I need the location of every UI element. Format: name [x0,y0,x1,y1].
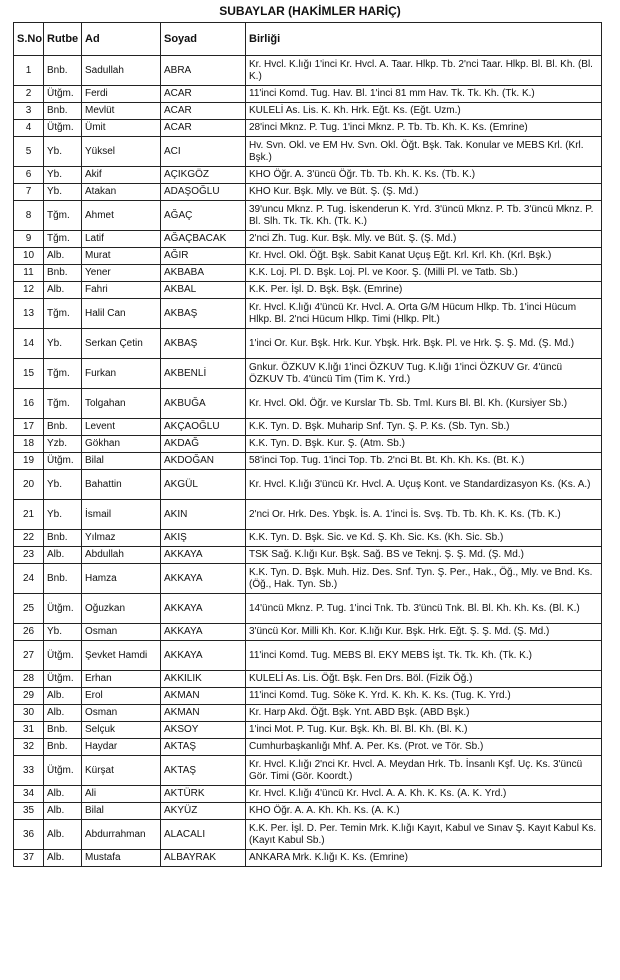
unit-cell: 11'inci Komd. Tug. MEBS Bl. EKY MEBS İşt. Tk. Tk. Kh. (Tk. K.) [246,641,602,671]
table-body [14,56,602,867]
unit-cell: K.K. Tyn. D. Bşk. Muharip Snf. Tyn. Ş. P. Ks. (Sb. Tyn. Sb.) [246,419,602,436]
header-unit: Birliği [246,23,602,56]
unit-cell: 2'nci Zh. Tug. Kur. Bşk. Mly. ve Büt. Ş. (Ş. Md.) [246,231,602,248]
personnel-table [13,22,602,867]
serial-number-cell: 4 [14,120,44,137]
serial-number-cell: 36 [14,820,44,850]
unit-cell: 11'inci Komd. Tug. Söke K. Yrd. K. Kh. K. Ks. (Tug. K. Yrd.) [246,688,602,705]
surname-cell: AKBAŞ [161,299,246,329]
unit-cell: 1'inci Mot. P. Tug. Kur. Bşk. Kh. Bl. Bl. Kh. (Bl. K.) [246,722,602,739]
rank-cell: Bnb. [44,530,82,547]
rank-cell: Tğm. [44,359,82,389]
first-name-cell: Bahattin [82,470,161,500]
rank-cell: Alb. [44,820,82,850]
surname-cell: AKKILIK [161,671,246,688]
table-row [14,453,602,470]
first-name-cell: Osman [82,624,161,641]
first-name-cell: Fahri [82,282,161,299]
table-row [14,820,602,850]
surname-cell: AKKAYA [161,641,246,671]
rank-cell: Yb. [44,500,82,530]
surname-cell: AÇIKGÖZ [161,167,246,184]
surname-cell: AKSOY [161,722,246,739]
table-row [14,120,602,137]
serial-number-cell: 15 [14,359,44,389]
unit-cell: Kr. Hvcl. Okl. Öğr. ve Kurslar Tb. Sb. Tml. Kurs Bl. Bl. Kh. (Kursiyer Sb.) [246,389,602,419]
serial-number-cell: 23 [14,547,44,564]
unit-cell: K.K. Tyn. D. Bşk. Muh. Hiz. Des. Snf. Tyn. Ş. Per., Hak., Öğ., Mly. ve Bnd. Ks. (Öğ., Hak. Tyn. Sb.) [246,564,602,594]
table-row [14,201,602,231]
first-name-cell: Kürşat [82,756,161,786]
serial-number-cell: 35 [14,803,44,820]
rank-cell: Tğm. [44,201,82,231]
table-row [14,231,602,248]
unit-cell: Cumhurbaşkanlığı Mhf. A. Per. Ks. (Prot. ve Tör. Sb.) [246,739,602,756]
first-name-cell: Serkan Çetin [82,329,161,359]
header-rank: Rutbe [44,23,82,56]
rank-cell: Ütğm. [44,641,82,671]
serial-number-cell: 24 [14,564,44,594]
unit-cell: Kr. Hvcl. K.lığı 3'üncü Kr. Hvcl. A. Uçuş Kont. ve Standardizasyon Ks. (Ks. A.) [246,470,602,500]
rank-cell: Alb. [44,786,82,803]
unit-cell: K.K. Per. İşl. D. Bşk. Bşk. (Emrine) [246,282,602,299]
rank-cell: Yb. [44,624,82,641]
first-name-cell: Bilal [82,803,161,820]
first-name-cell: Ahmet [82,201,161,231]
surname-cell: AKTAŞ [161,756,246,786]
serial-number-cell: 8 [14,201,44,231]
surname-cell: AKYÜZ [161,803,246,820]
serial-number-cell: 5 [14,137,44,167]
unit-cell: Kr. Hvcl. K.lığı 4'üncü Kr. Hvcl. A. Orta G/M Hücum Hlkp. Tb. 1'inci Hücum Hlkp. Bl. 2'nci Hücum Hlkp. Timi (Hlkp. Plt.) [246,299,602,329]
serial-number-cell: 1 [14,56,44,86]
rank-cell: Ütğm. [44,671,82,688]
first-name-cell: Yener [82,265,161,282]
table-row [14,56,602,86]
rank-cell: Yb. [44,167,82,184]
unit-cell: 3'üncü Kor. Milli Kh. Kor. K.lığı Kur. Bşk. Hrk. Eğt. Ş. Ş. Md. (Ş. Md.) [246,624,602,641]
table-row [14,137,602,167]
table-row [14,688,602,705]
table-row [14,803,602,820]
unit-cell: KHO Öğr. A. A. Kh. Kh. Ks. (A. K.) [246,803,602,820]
first-name-cell: Şevket Hamdi [82,641,161,671]
rank-cell: Bnb. [44,419,82,436]
surname-cell: AKDOĞAN [161,453,246,470]
surname-cell: AKBENLİ [161,359,246,389]
table-row [14,389,602,419]
unit-cell: K.K. Tyn. D. Bşk. Kur. Ş. (Atm. Sb.) [246,436,602,453]
rank-cell: Bnb. [44,739,82,756]
rank-cell: Ütğm. [44,594,82,624]
first-name-cell: Bilal [82,453,161,470]
first-name-cell: Mevlüt [82,103,161,120]
unit-cell: KHO Kur. Bşk. Mly. ve Büt. Ş. (Ş. Md.) [246,184,602,201]
rank-cell: Yb. [44,470,82,500]
first-name-cell: Sadullah [82,56,161,86]
first-name-cell: Murat [82,248,161,265]
table-row [14,739,602,756]
table-row [14,167,602,184]
serial-number-cell: 2 [14,86,44,103]
table-row [14,299,602,329]
serial-number-cell: 27 [14,641,44,671]
serial-number-cell: 14 [14,329,44,359]
serial-number-cell: 28 [14,671,44,688]
serial-number-cell: 25 [14,594,44,624]
unit-cell: 58'inci Top. Tug. 1'inci Top. Tb. 2'nci Bt. Bt. Kh. Kh. Ks. (Bt. K.) [246,453,602,470]
unit-cell: 2'nci Or. Hrk. Des. Ybşk. İs. A. 1'inci İs. Svş. Tb. Tb. Kh. K. Ks. (Tb. K.) [246,500,602,530]
table-row [14,184,602,201]
surname-cell: ACAR [161,103,246,120]
serial-number-cell: 6 [14,167,44,184]
rank-cell: Bnb. [44,265,82,282]
surname-cell: AKKAYA [161,624,246,641]
document-title: SUBAYLAR (HAKİMLER HARİÇ) [219,4,401,18]
surname-cell: AKBABA [161,265,246,282]
unit-cell: 14'üncü Mknz. P. Tug. 1'inci Tnk. Tb. 3'üncü Tnk. Bl. Bl. Kh. Kh. Ks. (Bl. K.) [246,594,602,624]
surname-cell: AKMAN [161,705,246,722]
first-name-cell: Ali [82,786,161,803]
rank-cell: Alb. [44,547,82,564]
unit-cell: 1'inci Or. Kur. Bşk. Hrk. Kur. Ybşk. Hrk. Bşk. Pl. ve Hrk. Ş. Ş. Md. (Ş. Md.) [246,329,602,359]
serial-number-cell: 20 [14,470,44,500]
surname-cell: AKIŞ [161,530,246,547]
table-row [14,547,602,564]
first-name-cell: Atakan [82,184,161,201]
rank-cell: Alb. [44,688,82,705]
rank-cell: Alb. [44,850,82,867]
rank-cell: Yb. [44,184,82,201]
first-name-cell: Oğuzkan [82,594,161,624]
first-name-cell: Ferdi [82,86,161,103]
rank-cell: Ütğm. [44,86,82,103]
rank-cell: Ütğm. [44,120,82,137]
surname-cell: AKTÜRK [161,786,246,803]
unit-cell: Kr. Hvcl. K.lığı 1'inci Kr. Hvcl. A. Taar. Hlkp. Tb. 2'nci Taar. Hlkp. Bl. Bl. Kh. (Bl. K.) [246,56,602,86]
first-name-cell: Yüksel [82,137,161,167]
serial-number-cell: 12 [14,282,44,299]
unit-cell: 11'inci Komd. Tug. Hav. Bl. 1'inci 81 mm Hav. Tk. Tk. Kh. (Tk. K.) [246,86,602,103]
surname-cell: AKMAN [161,688,246,705]
serial-number-cell: 34 [14,786,44,803]
table-row [14,671,602,688]
serial-number-cell: 22 [14,530,44,547]
first-name-cell: Gökhan [82,436,161,453]
rank-cell: Bnb. [44,722,82,739]
unit-cell: KHO Öğr. A. 3'üncü Öğr. Tb. Tb. Kh. K. Ks. (Tb. K.) [246,167,602,184]
surname-cell: ACAR [161,86,246,103]
first-name-cell: Furkan [82,359,161,389]
unit-cell: Gnkur. ÖZKUV K.lığı 1'inci ÖZKUV Tug. K.lığı 1'inci ÖZKUV Gr. 4'üncü ÖZKUV Tb. 4'üncü Tim (Tim K. Yrd.) [246,359,602,389]
table-row [14,756,602,786]
unit-cell: Kr. Hvcl. Okl. Öğt. Bşk. Sabit Kanat Uçuş Eğt. Krl. Krl. Kh. (Krl. Bşk.) [246,248,602,265]
serial-number-cell: 30 [14,705,44,722]
surname-cell: AKBUĞA [161,389,246,419]
serial-number-cell: 17 [14,419,44,436]
serial-number-cell: 13 [14,299,44,329]
serial-number-cell: 37 [14,850,44,867]
surname-cell: ABRA [161,56,246,86]
unit-cell: Kr. Hvcl. K.lığı 4'üncü Kr. Hvcl. A. A. Kh. K. Ks. (A. K. Yrd.) [246,786,602,803]
rank-cell: Bnb. [44,56,82,86]
first-name-cell: Erol [82,688,161,705]
rank-cell: Alb. [44,705,82,722]
unit-cell: K.K. Loj. Pl. D. Bşk. Loj. Pl. ve Koor. Ş. (Milli Pl. ve Tatb. Sb.) [246,265,602,282]
first-name-cell: Ümit [82,120,161,137]
rank-cell: Ütğm. [44,756,82,786]
serial-number-cell: 16 [14,389,44,419]
surname-cell: AKDAĞ [161,436,246,453]
table-row [14,419,602,436]
unit-cell: 39'uncu Mknz. P. Tug. İskenderun K. Yrd. 3'üncü Mknz. P. Tb. 3'üncü Mknz. P. Bl. Slh. Tk. Tk. Kh. (Tk. K.) [246,201,602,231]
table-row [14,86,602,103]
surname-cell: AĞAÇ [161,201,246,231]
table-row [14,103,602,120]
table-row [14,564,602,594]
unit-cell: Kr. Hvcl. K.lığı 2'nci Kr. Hvcl. A. Meydan Hrk. Tb. İnsanlı Kşf. Uç. Ks. 3'üncü Gör. Timi (Gör. Koordt.) [246,756,602,786]
first-name-cell: Akif [82,167,161,184]
surname-cell: ADAŞOĞLU [161,184,246,201]
serial-number-cell: 31 [14,722,44,739]
serial-number-cell: 9 [14,231,44,248]
first-name-cell: Erhan [82,671,161,688]
header-name: Ad [82,23,161,56]
serial-number-cell: 29 [14,688,44,705]
serial-number-cell: 18 [14,436,44,453]
table-row [14,594,602,624]
surname-cell: ALACALI [161,820,246,850]
first-name-cell: Levent [82,419,161,436]
rank-cell: Bnb. [44,103,82,120]
unit-cell: K.K. Per. İşl. D. Per. Temin Mrk. K.lığı Kayıt, Kabul ve Sınav Ş. Kayıt Kabul Ks. (Kayıt Kabul Sb.) [246,820,602,850]
table-row [14,850,602,867]
serial-number-cell: 19 [14,453,44,470]
table-row [14,436,602,453]
rank-cell: Tğm. [44,389,82,419]
rank-cell: Alb. [44,248,82,265]
surname-cell: AĞAÇBACAK [161,231,246,248]
table-row [14,624,602,641]
surname-cell: AKKAYA [161,594,246,624]
table-row [14,705,602,722]
first-name-cell: Mustafa [82,850,161,867]
rank-cell: Tğm. [44,299,82,329]
serial-number-cell: 3 [14,103,44,120]
first-name-cell: Abdullah [82,547,161,564]
serial-number-cell: 11 [14,265,44,282]
table-row [14,359,602,389]
surname-cell: AKGÜL [161,470,246,500]
rank-cell: Bnb. [44,564,82,594]
header-surname: Soyad [161,23,246,56]
serial-number-cell: 26 [14,624,44,641]
first-name-cell: Halil Can [82,299,161,329]
surname-cell: ACI [161,137,246,167]
first-name-cell: Selçuk [82,722,161,739]
surname-cell: AKBAŞ [161,329,246,359]
serial-number-cell: 33 [14,756,44,786]
rank-cell: Yzb. [44,436,82,453]
unit-cell: TSK Sağ. K.lığı Kur. Bşk. Sağ. BS ve Teknj. Ş. Ş. Md. (Ş. Md.) [246,547,602,564]
header-sno: S.No [14,23,44,56]
surname-cell: AKKAYA [161,564,246,594]
serial-number-cell: 21 [14,500,44,530]
table-row [14,265,602,282]
unit-cell: Kr. Harp Akd. Öğt. Bşk. Ynt. ABD Bşk. (ABD Bşk.) [246,705,602,722]
surname-cell: AKKAYA [161,547,246,564]
table-row [14,530,602,547]
surname-cell: AĞIR [161,248,246,265]
table-row [14,722,602,739]
table-row [14,282,602,299]
first-name-cell: Hamza [82,564,161,594]
first-name-cell: Yılmaz [82,530,161,547]
first-name-cell: İsmail [82,500,161,530]
unit-cell: 28'inci Mknz. P. Tug. 1'inci Mknz. P. Tb. Tb. Kh. K. Ks. (Emrine) [246,120,602,137]
table-row [14,470,602,500]
first-name-cell: Latif [82,231,161,248]
unit-cell: Hv. Svn. Okl. ve EM Hv. Svn. Okl. Öğt. Bşk. Tak. Konular ve MEBS Krl. (Krl. Bşk.) [246,137,602,167]
surname-cell: AKÇAOĞLU [161,419,246,436]
serial-number-cell: 7 [14,184,44,201]
rank-cell: Yb. [44,137,82,167]
first-name-cell: Osman [82,705,161,722]
first-name-cell: Haydar [82,739,161,756]
surname-cell: AKBAL [161,282,246,299]
table-header-row [14,23,602,56]
surname-cell: AKTAŞ [161,739,246,756]
rank-cell: Alb. [44,282,82,299]
rank-cell: Yb. [44,329,82,359]
first-name-cell: Abdurrahman [82,820,161,850]
table-row [14,248,602,265]
serial-number-cell: 32 [14,739,44,756]
rank-cell: Alb. [44,803,82,820]
unit-cell: K.K. Tyn. D. Bşk. Sic. ve Kd. Ş. Kh. Sic. Ks. (Kh. Sic. Sb.) [246,530,602,547]
serial-number-cell: 10 [14,248,44,265]
unit-cell: KULELİ As. Lis. K. Kh. Hrk. Eğt. Ks. (Eğt. Uzm.) [246,103,602,120]
first-name-cell: Tolgahan [82,389,161,419]
rank-cell: Ütğm. [44,453,82,470]
surname-cell: ACAR [161,120,246,137]
table-row [14,329,602,359]
surname-cell: AKIN [161,500,246,530]
table-row [14,641,602,671]
unit-cell: KULELİ As. Lis. Öğt. Bşk. Fen Drs. Böl. (Fizik Öğ.) [246,671,602,688]
rank-cell: Tğm. [44,231,82,248]
surname-cell: ALBAYRAK [161,850,246,867]
table-row [14,500,602,530]
unit-cell: ANKARA Mrk. K.lığı K. Ks. (Emrine) [246,850,602,867]
table-row [14,786,602,803]
